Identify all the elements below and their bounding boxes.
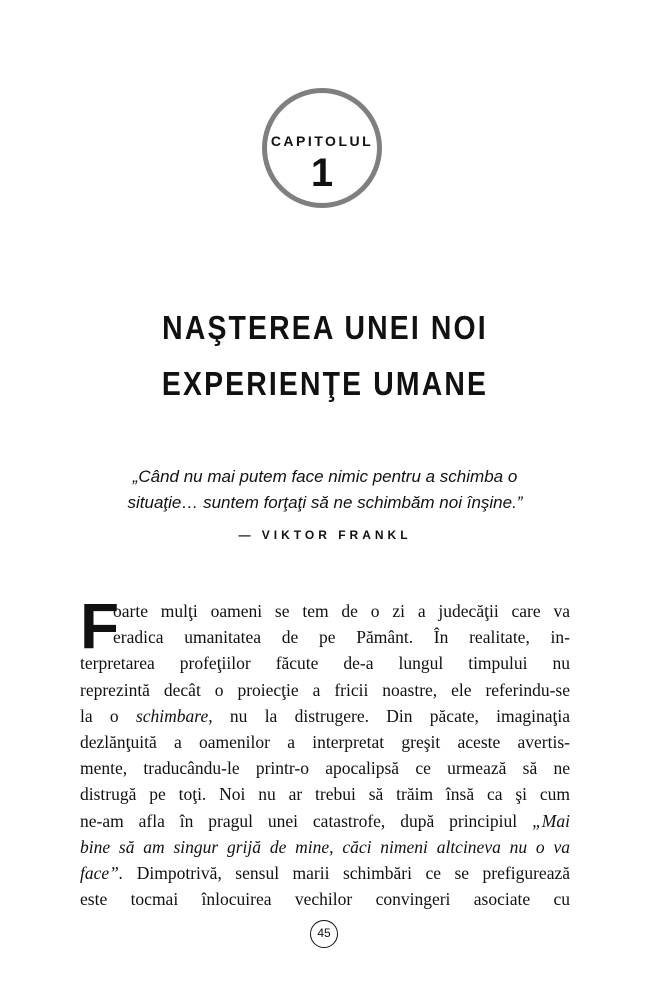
chapter-badge — [262, 88, 382, 208]
body-text-run: la o — [80, 705, 136, 726]
body-text-run: Dimpotrivă, sensul marii schimbări ce se prefigurează — [123, 862, 570, 883]
epigraph-line-2: situaţie… suntem forţaţi să ne schimbăm noi înşine.” — [127, 493, 523, 512]
body-line: oarte mulţi oameni se tem de o zi a judecăţii care va — [113, 601, 570, 621]
body-paragraph — [80, 590, 570, 912]
body-line — [80, 808, 570, 834]
body-line: distrugă pe toţi. Noi nu ar trebui să trăim însă ca şi cum — [80, 784, 570, 805]
emphasis-text: face”. — [80, 862, 124, 883]
emphasis-text: schimbare, — [135, 705, 213, 726]
chapter-title-line-2: EXPERIENŢE UMANE — [161, 365, 489, 402]
body-text-run: nu la distrugere. Din păcate, imaginaţia — [212, 705, 570, 726]
body-line: terpretarea profeţiilor făcute de-a lungul timpului nu — [80, 653, 570, 674]
epigraph-quote — [60, 464, 590, 516]
body-line: reprezintă decât o proiecţie a fricii noastre, ele referindu-se — [80, 679, 570, 700]
body-line: eradica umanitatea de pe Pământ. În realitate, in- — [113, 627, 570, 648]
body-line: dezlănţuită a oamenilor a interpretat greşit aceste avertis- — [80, 731, 570, 752]
page-number: 45 — [310, 920, 338, 948]
body-line: mente, traducându-le printr-o apocalipsă ce urmează să ne — [80, 758, 570, 779]
emphasis-text: „Mai — [532, 810, 570, 831]
body-line: este tocmai înlocuirea vechilor convingeri asociate cu — [80, 889, 570, 910]
chapter-label: CAPITOLUL — [270, 133, 374, 149]
chapter-number: 1 — [310, 151, 334, 195]
body-text-run: ne-am afla în pragul unei catastrofe, după principiul — [80, 810, 518, 831]
chapter-title-line-1: NAŞTEREA UNEI NOI — [162, 309, 488, 346]
chapter-title — [46, 300, 605, 412]
body-line — [80, 860, 570, 886]
epigraph-line-1: „Când nu mai putem face nimic pentru a schimba o — [132, 467, 518, 486]
drop-cap: F — [80, 590, 120, 662]
body-line — [80, 703, 570, 729]
emphasis-text: bine să am singur grijă de mine, căci nimeni altcineva nu o va — [80, 836, 570, 857]
body-line — [80, 834, 570, 860]
epigraph-attribution: — VIKTOR FRANKL — [238, 528, 412, 542]
